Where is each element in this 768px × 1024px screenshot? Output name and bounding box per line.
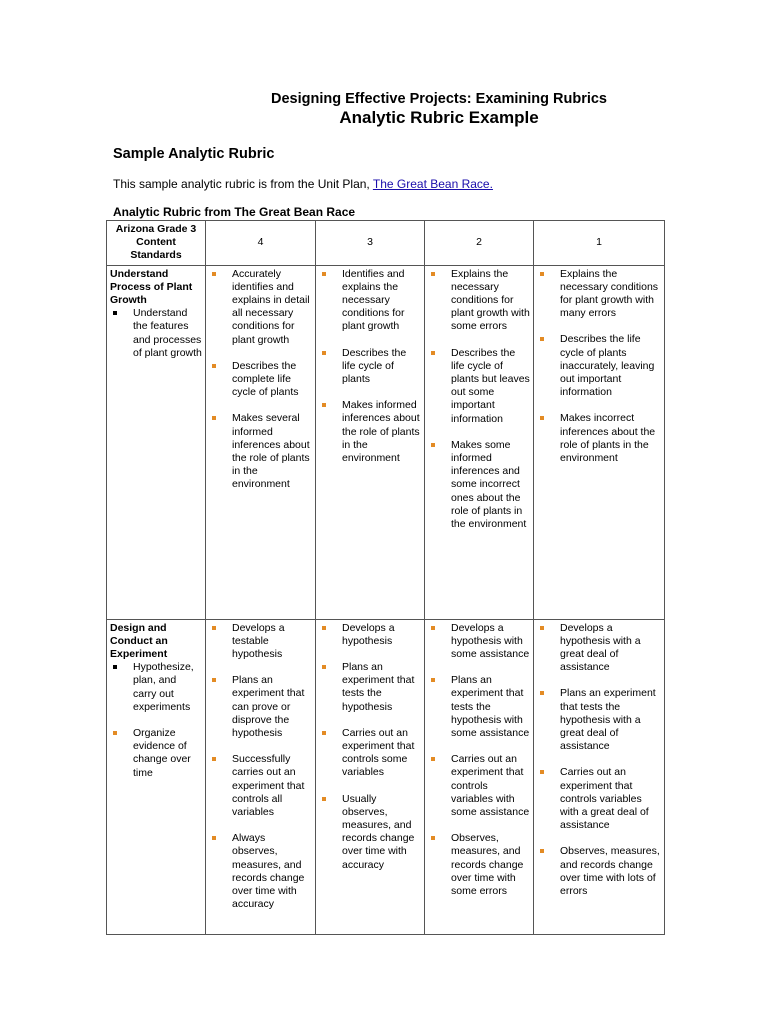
bullet-icon [431,678,435,682]
table-row [107,265,665,619]
criteria-cell-2 [425,619,534,934]
list-item: Describes the life cycle of plants [319,347,421,387]
list-item: Describes the life cycle of plants inaccurately, leaving out important information [537,333,661,399]
bullet-icon [113,665,117,669]
header-score-4: 4 [206,221,316,266]
list-item: Plans an experiment that tests the hypothesis with some assistance [428,674,530,740]
bullet-icon [322,665,326,669]
bullet-icon [212,757,216,761]
bullet-icon [540,849,544,853]
bullet-icon [322,797,326,801]
document-subtitle: Designing Effective Projects: Examining Rubrics [271,91,607,107]
bullet-icon [322,403,326,407]
bullet-icon [212,416,216,420]
bullet-icon [113,731,117,735]
bullet-icon [540,770,544,774]
bullet-icon [540,272,544,276]
list-item: Carries out an experiment that controls some variables [319,727,421,780]
list-item: Identifies and explains the necessary conditions for plant growth [319,268,421,334]
table-row [107,619,665,934]
bullet-icon [540,337,544,341]
list-item: Develops a hypothesis with a great deal of assistance [537,622,661,675]
standard-title: Understand Process of Plant Growth [110,267,193,307]
bullet-icon [431,836,435,840]
bullet-icon [431,443,435,447]
header-standards: Arizona Grade 3 Content Standards [107,221,206,266]
bullet-icon [322,626,326,630]
standard-sub-list [110,307,202,360]
criteria-cell-1 [534,619,665,934]
criteria-cell-4 [206,619,316,934]
criteria-cell-2 [425,265,534,619]
list-item: Carries out an experiment that controls variables with a great deal of assistance [537,766,661,832]
bullet-icon [113,311,117,315]
list-item: Develops a testable hypothesis [209,622,312,662]
bullet-icon [431,757,435,761]
bullet-icon [212,626,216,630]
list-item: Explains the necessary conditions for plant growth with many errors [537,268,661,321]
bullet-icon [212,678,216,682]
criteria-cell-3 [316,265,425,619]
list-item: Understand the features and processes of plant growth [110,307,202,360]
list-item: Observes, measures, and records change over time with some errors [428,832,530,898]
criteria-cell-3 [316,619,425,934]
rubric-table [106,220,665,935]
list-item: Describes the life cycle of plants but leaves out some important information [428,347,530,426]
list-item: Accurately identifies and explains in detail all necessary conditions for plant growth [209,268,312,347]
list-item: Develops a hypothesis with some assistance [428,622,530,662]
bullet-icon [431,626,435,630]
bullet-icon [540,626,544,630]
list-item: Plans an experiment that tests the hypothesis [319,661,421,714]
intro-paragraph [113,177,493,191]
list-item: Makes incorrect inferences about the role of plants in the environment [537,412,661,465]
standard-cell [107,619,206,934]
document-title: Analytic Rubric Example [339,108,539,127]
table-caption: Analytic Rubric from The Great Bean Race [113,205,356,219]
criteria-cell-1 [534,265,665,619]
list-item: Always observes, measures, and records change over time with accuracy [209,832,312,911]
list-item: Organize evidence of change over time [110,727,202,780]
bullet-icon [322,731,326,735]
list-item: Makes some informed inferences and some incorrect ones about the role of plants in the environment [428,439,530,531]
list-item: Successfully carries out an experiment that controls all variables [209,753,312,819]
header-score-2: 2 [425,221,534,266]
bullet-icon [431,351,435,355]
list-item: Plans an experiment that can prove or disprove the hypothesis [209,674,312,740]
standard-title: Design and Conduct an Experiment [110,621,168,661]
bullet-icon [540,416,544,420]
bullet-icon [212,364,216,368]
bullet-icon [431,272,435,276]
list-item: Usually observes, measures, and records change over time with accuracy [319,793,421,872]
list-item: Makes informed inferences about the role of plants in the environment [319,399,421,465]
intro-text: This sample analytic rubric is from the Unit Plan, [113,177,373,191]
list-item: Carries out an experiment that controls variables with some assistance [428,753,530,819]
bullet-icon [212,836,216,840]
header-score-1: 1 [534,221,665,266]
criteria-cell-4 [206,265,316,619]
table-header-row [107,221,665,266]
list-item: Explains the necessary conditions for plant growth with some errors [428,268,530,334]
standard-sub-list [110,661,202,780]
bullet-icon [322,351,326,355]
list-item: Develops a hypothesis [319,622,421,648]
bullet-icon [540,691,544,695]
list-item: Hypothesize, plan, and carry out experiments [110,661,202,714]
list-item: Observes, measures, and records change over time with lots of errors [537,845,661,898]
list-item: Describes the complete life cycle of plants [209,360,312,400]
list-item: Plans an experiment that tests the hypothesis with a great deal of assistance [537,687,661,753]
header-score-3: 3 [316,221,425,266]
bullet-icon [322,272,326,276]
section-title: Sample Analytic Rubric [113,146,275,162]
unit-plan-link[interactable]: The Great Bean Race. [372,177,493,191]
list-item: Makes several informed inferences about the role of plants in the environment [209,412,312,491]
bullet-icon [212,272,216,276]
standard-cell [107,265,206,619]
